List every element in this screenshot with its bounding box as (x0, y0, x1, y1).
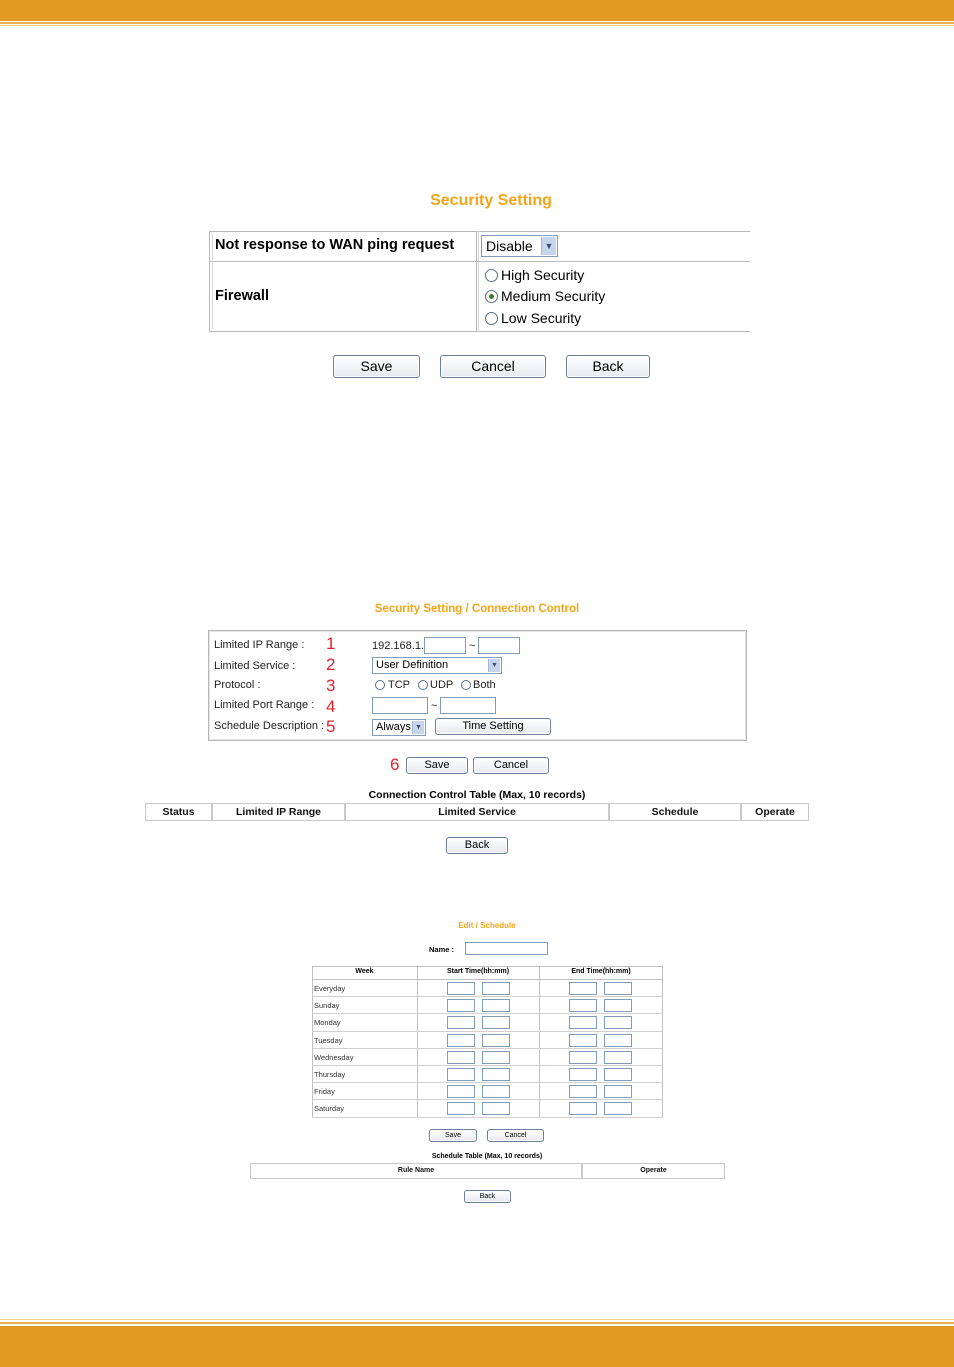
start-minute-input[interactable] (482, 1034, 510, 1047)
header-rule (0, 22, 954, 24)
schedule-value: Always (376, 721, 411, 733)
save-button[interactable]: Save (429, 1129, 477, 1142)
start-minute-input[interactable] (482, 982, 510, 995)
end-time-column-header: End Time(hh:mm) (571, 968, 631, 975)
start-hour-input[interactable] (447, 1068, 475, 1081)
column-header-rule-name: Rule Name (250, 1163, 582, 1179)
column-header-status: Status (145, 803, 212, 821)
callout-number-6: 6 (390, 755, 400, 774)
wan-ping-select[interactable] (481, 235, 558, 257)
schedule-row-divider (312, 1048, 663, 1049)
tcp-label: TCP (388, 679, 410, 691)
column-header-schedule: Schedule (609, 803, 741, 821)
schedule-row-divider (312, 1117, 663, 1118)
port-end-input[interactable] (440, 697, 496, 714)
limited-port-range-label: Limited Port Range : (214, 699, 315, 711)
ip-start-input[interactable] (424, 637, 466, 654)
header-rule-thin (0, 25, 954, 26)
grid-divider (417, 966, 418, 1118)
port-start-input[interactable] (372, 697, 428, 714)
udp-label: UDP (430, 679, 454, 691)
medium-security-radio[interactable] (485, 290, 498, 303)
column-header-operate: Operate (582, 1163, 725, 1179)
start-minute-input[interactable] (482, 1102, 510, 1115)
table-divider (209, 261, 750, 262)
limited-service-select[interactable] (372, 657, 502, 674)
schedule-day-label: Thursday (314, 1070, 346, 1079)
cancel-button[interactable]: Cancel (487, 1129, 544, 1142)
end-hour-input[interactable] (569, 1016, 597, 1029)
save-button[interactable]: Save (333, 355, 420, 378)
high-security-label: High Security (501, 267, 585, 283)
start-hour-input[interactable] (447, 999, 475, 1012)
header-bar (0, 0, 954, 21)
cancel-button[interactable]: Cancel (473, 757, 549, 774)
protocol-label: Protocol : (214, 679, 261, 691)
start-minute-input[interactable] (482, 1085, 510, 1098)
schedule-row-divider (312, 1082, 663, 1083)
end-minute-input[interactable] (604, 1068, 632, 1081)
start-hour-input[interactable] (447, 982, 475, 995)
start-hour-input[interactable] (447, 1034, 475, 1047)
connection-control-table-title: Connection Control Table (Max, 10 records) (368, 789, 586, 801)
schedule-select[interactable] (372, 719, 426, 736)
end-hour-input[interactable] (569, 1068, 597, 1081)
schedule-day-label: Tuesday (314, 1035, 343, 1045)
cancel-button[interactable]: Cancel (440, 355, 546, 378)
start-time-column-header: Start Time(hh:mm) (446, 968, 510, 975)
firewall-label: Firewall (215, 288, 269, 304)
schedule-day-label: Sunday (314, 1001, 340, 1011)
start-hour-input[interactable] (447, 1051, 475, 1064)
end-minute-input[interactable] (604, 1051, 632, 1064)
column-header-limited-service: Limited Service (345, 803, 609, 821)
end-minute-input[interactable] (604, 982, 632, 995)
end-minute-input[interactable] (604, 1102, 632, 1115)
chevron-down-icon: ▼ (488, 659, 500, 672)
save-button[interactable]: Save (406, 757, 468, 774)
callout-number-2: 2 (326, 655, 336, 674)
schedule-description-label: Schedule Description : (214, 720, 325, 732)
schedule-day-label: Monday (314, 1018, 341, 1028)
back-button[interactable]: Back (446, 837, 508, 854)
schedule-day-label: Friday (314, 1087, 335, 1097)
end-minute-input[interactable] (604, 1034, 632, 1047)
end-hour-input[interactable] (569, 1085, 597, 1098)
end-hour-input[interactable] (569, 982, 597, 995)
start-minute-input[interactable] (482, 1051, 510, 1064)
both-radio[interactable] (461, 680, 471, 690)
start-hour-input[interactable] (447, 1085, 475, 1098)
schedule-row-divider (312, 1013, 663, 1014)
end-minute-input[interactable] (604, 1085, 632, 1098)
wan-ping-value: Disable (486, 238, 533, 254)
start-hour-input[interactable] (447, 1102, 475, 1115)
grid-divider (539, 966, 540, 1118)
start-minute-input[interactable] (482, 1068, 510, 1081)
chevron-down-icon: ▼ (541, 237, 556, 255)
end-hour-input[interactable] (569, 1034, 597, 1047)
back-button[interactable]: Back (464, 1190, 511, 1203)
edit-schedule-title: Edit / Schedule (458, 921, 516, 930)
schedule-table-title: Schedule Table (Max, 10 records) (431, 1153, 543, 1160)
schedule-row-divider (312, 1065, 663, 1066)
chevron-down-icon: ▼ (412, 721, 424, 734)
limited-service-value: User Definition (376, 659, 449, 671)
end-minute-input[interactable] (604, 999, 632, 1012)
callout-number-3: 3 (326, 676, 336, 695)
ip-prefix: 192.168.1. (372, 640, 424, 652)
callout-number-4: 4 (326, 697, 336, 716)
week-column-header: Week (355, 968, 374, 975)
footer-rule (0, 1322, 954, 1324)
ip-range-separator: ~ (469, 640, 476, 652)
end-minute-input[interactable] (604, 1016, 632, 1029)
limited-service-label: Limited Service : (214, 660, 296, 672)
footer-rule-thin (0, 1319, 954, 1320)
end-hour-input[interactable] (569, 1102, 597, 1115)
high-security-radio[interactable] (485, 269, 498, 282)
end-hour-input[interactable] (569, 1051, 597, 1064)
footer-bar (0, 1326, 954, 1367)
ip-end-input[interactable] (478, 637, 520, 654)
table-divider (478, 231, 479, 332)
limited-ip-range-label: Limited IP Range : (214, 639, 305, 651)
end-hour-input[interactable] (569, 999, 597, 1012)
schedule-day-label: Wednesday (314, 1052, 354, 1062)
back-button[interactable]: Back (566, 355, 650, 378)
security-setting-title: Security Setting (430, 192, 552, 209)
schedule-row-divider (312, 996, 663, 997)
table-divider (212, 234, 213, 329)
grid-divider (312, 979, 663, 980)
table-divider (476, 231, 477, 332)
time-setting-button[interactable]: Time Setting (435, 718, 551, 735)
callout-number-5: 5 (326, 717, 336, 736)
medium-security-label: Medium Security (501, 288, 606, 304)
start-minute-input[interactable] (482, 1016, 510, 1029)
schedule-day-label: Saturday (314, 1104, 345, 1114)
start-hour-input[interactable] (447, 1016, 475, 1029)
schedule-day-label: Everyday (314, 984, 346, 993)
port-range-separator: ~ (431, 700, 438, 712)
column-header-limited-ip-range: Limited IP Range (212, 803, 345, 821)
schedule-row-divider (312, 1031, 663, 1032)
both-label: Both (473, 679, 496, 691)
tcp-radio[interactable] (375, 680, 385, 690)
schedule-row-divider (312, 1099, 663, 1100)
udp-radio[interactable] (418, 680, 428, 690)
schedule-name-label: Name : (428, 945, 454, 954)
connection-control-title: Security Setting / Connection Control (374, 603, 580, 615)
schedule-name-input[interactable] (465, 942, 548, 955)
start-minute-input[interactable] (482, 999, 510, 1012)
wan-ping-label: Not response to WAN ping request (215, 237, 455, 253)
low-security-label: Low Security (501, 310, 582, 326)
column-header-operate: Operate (741, 803, 809, 821)
low-security-radio[interactable] (485, 312, 498, 325)
callout-number-1: 1 (326, 634, 336, 653)
